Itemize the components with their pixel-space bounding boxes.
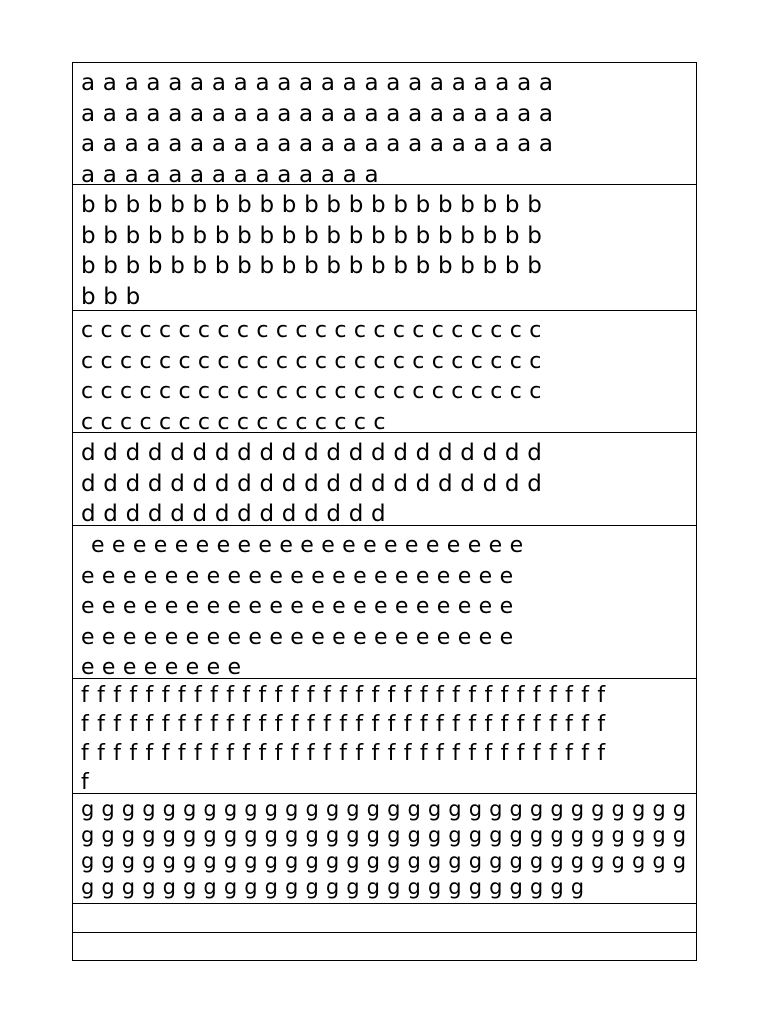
letter-line: c c c c c c c c c c c c c c c c c c c c c c c c (81, 318, 542, 343)
letter-line: b b b b b b b b b b b b b b b b b b b b b (81, 192, 543, 218)
row-letter-e (73, 526, 696, 679)
letter-line: d d d d d d d d d d d d d d (81, 501, 386, 526)
letter-line: e e e e e e e e e e e e e e e e e e e e e (91, 533, 524, 558)
row-letter-a (73, 63, 696, 185)
letter-line: c c c c c c c c c c c c c c c c c c c c c c c c (81, 379, 542, 404)
letter-line: d d d d d d d d d d d d d d d d d d d d d (81, 470, 543, 497)
row-empty (73, 904, 696, 933)
letter-line: g g g g g g g g g g g g g g g g g g g g g g g g g g g g g g (81, 797, 687, 821)
letter-line: e e e e e e e e e e e e e e e e e e e e e (81, 594, 514, 619)
letter-line: g g g g g g g g g g g g g g g g g g g g g g g g g (81, 875, 585, 899)
letter-line: f f f f f f f f f f f f f f f f f f f f f f f f f f f f f f f f f (81, 683, 606, 708)
letter-line: d d d d d d d d d d d d d d d d d d d d d (81, 440, 543, 466)
letter-line: g g g g g g g g g g g g g g g g g g g g g g g g g g g g g g (81, 849, 687, 873)
letter-line: b b b b b b b b b b b b b b b b b b b b b (81, 253, 543, 279)
letter-line: f (81, 770, 90, 794)
letter-line: f f f f f f f f f f f f f f f f f f f f f f f f f f f f f f f f f (81, 741, 606, 766)
letter-line: g g g g g g g g g g g g g g g g g g g g g g g g g g g g g g (81, 823, 687, 847)
letter-practice-table (72, 62, 697, 961)
row-letter-g (73, 794, 696, 904)
letter-line: a a a a a a a a a a a a a a a a a a a a a a (81, 70, 554, 96)
letter-line: a a a a a a a a a a a a a a a a a a a a a a (81, 100, 554, 127)
letter-line: e e e e e e e e e e e e e e e e e e e e e (81, 563, 514, 589)
row-letter-f (73, 679, 696, 794)
letter-line: c c c c c c c c c c c c c c c c c c c c c c c c (81, 348, 542, 374)
letter-line: c c c c c c c c c c c c c c c c (81, 409, 386, 433)
letter-line: f f f f f f f f f f f f f f f f f f f f f f f f f f f f f f f f f (81, 712, 606, 737)
letter-line: a a a a a a a a a a a a a a (81, 161, 379, 185)
letter-line: e e e e e e e e e e e e e e e e e e e e e (81, 624, 514, 650)
letter-line: a a a a a a a a a a a a a a a a a a a a a a (81, 131, 554, 157)
row-letter-c (73, 311, 696, 433)
letter-line: b b b (81, 283, 141, 310)
letter-line: e e e e e e e e (81, 655, 242, 679)
row-letter-d (73, 433, 696, 526)
row-letter-b (73, 185, 696, 311)
row-empty (73, 933, 696, 961)
letter-line: b b b b b b b b b b b b b b b b b b b b b (81, 222, 543, 249)
